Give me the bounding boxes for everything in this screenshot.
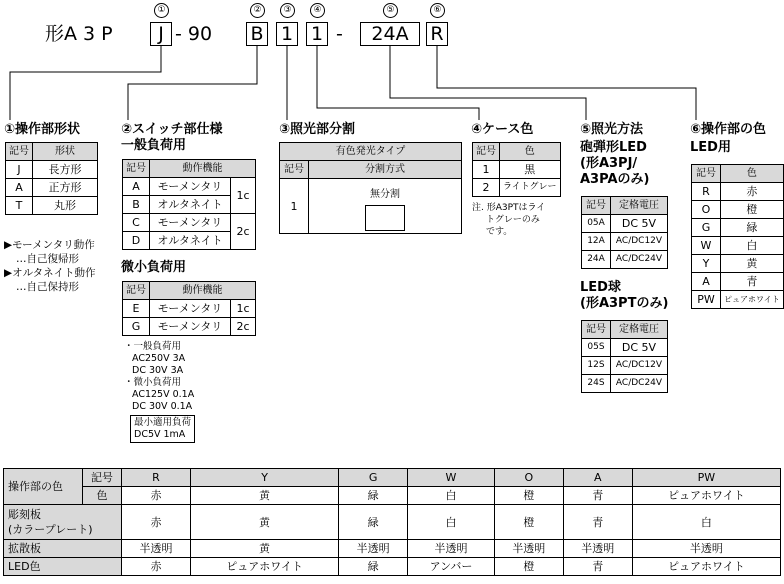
color-combination-table — [3, 468, 781, 576]
cell: 黄 — [190, 505, 338, 540]
cell: 長方形 — [33, 161, 98, 179]
row-subheader: 色 — [83, 487, 122, 505]
table-row — [6, 197, 98, 215]
table-row — [692, 183, 784, 201]
note-line: 注. 形A3PTはライ — [472, 203, 546, 213]
model-box-5: 24A — [360, 22, 420, 46]
cell: 赤 — [122, 487, 191, 505]
header-cell: 動作機能 — [150, 160, 256, 178]
sec1-notes — [4, 238, 95, 294]
table-row — [123, 214, 256, 232]
header-cell: 色 — [500, 143, 561, 161]
sec6-sub: LED用 — [690, 140, 731, 155]
table-row — [692, 219, 784, 237]
sec5-sub2 — [580, 280, 668, 312]
sec4-table — [472, 142, 561, 197]
cell: O — [692, 201, 721, 219]
cell: A — [692, 273, 721, 291]
cell: 12A — [582, 233, 611, 251]
cell: G — [123, 318, 150, 336]
sec5-table-1 — [581, 196, 668, 269]
cell: 半透明 — [632, 540, 780, 558]
cell: モーメンタリ — [150, 300, 231, 318]
row-header: LED色 — [4, 558, 122, 576]
header-cell: 分割方式 — [309, 161, 462, 179]
note-line: ▶オルタネイト動作 — [4, 267, 96, 279]
cell: 半透明 — [408, 540, 495, 558]
table-row — [692, 255, 784, 273]
cell: 2 — [473, 179, 500, 197]
sub-line: (形A3PTのみ) — [580, 296, 669, 311]
model-box-3: 1 — [276, 22, 298, 46]
sub-line: 砲弾形LED — [580, 140, 647, 155]
table-row — [4, 469, 781, 487]
sec3-title: ③照光部分割 — [279, 122, 356, 137]
table-row — [582, 215, 668, 233]
cell: PW — [692, 291, 721, 309]
cell: アンバー — [408, 558, 495, 576]
table-row — [123, 178, 256, 196]
division-label: 無分割 — [370, 189, 400, 200]
table-row — [4, 487, 781, 505]
table-row — [582, 339, 668, 357]
cell: オルタネイト — [150, 232, 231, 250]
cell: 緑 — [721, 219, 784, 237]
header-cell: 記号 — [123, 160, 150, 178]
table-row — [280, 179, 462, 234]
model-box-6: R — [426, 22, 448, 46]
note-line: …自己保持形 — [16, 281, 79, 293]
cell: 12S — [582, 357, 611, 375]
cell: ピュアホワイト — [632, 487, 780, 505]
cell: 1 — [280, 179, 309, 234]
table-row — [582, 251, 668, 269]
cell: 緑 — [339, 505, 408, 540]
sec1-table — [5, 142, 98, 215]
sec2-table — [122, 159, 256, 250]
cell: 青 — [721, 273, 784, 291]
note-line: トグレーのみ — [486, 215, 540, 225]
cell: R — [122, 469, 191, 487]
cell: 半透明 — [122, 540, 191, 558]
cell: A — [123, 178, 150, 196]
cell: W — [408, 469, 495, 487]
cell: 青 — [563, 558, 632, 576]
header-cell: 記号 — [582, 321, 611, 339]
note-line: です。 — [486, 227, 513, 237]
cell: A — [6, 179, 33, 197]
sec6-table — [691, 164, 784, 309]
cell: G — [692, 219, 721, 237]
cell: 2c — [231, 318, 256, 336]
table-row — [473, 179, 561, 197]
sec2-table-2 — [122, 281, 256, 336]
cell: 青 — [563, 487, 632, 505]
sub-line: A3PAのみ) — [580, 172, 650, 187]
cell: ピュアホワイト — [632, 558, 780, 576]
cell: T — [6, 197, 33, 215]
cell: 半透明 — [339, 540, 408, 558]
cell: 1c — [231, 178, 256, 214]
cell: AC/DC24V — [611, 375, 668, 393]
cell: J — [6, 161, 33, 179]
model-prefix: 形A 3 P — [45, 23, 113, 45]
sec3-table — [279, 142, 462, 234]
cell: E — [123, 300, 150, 318]
note-line: AC125V 0.1A — [132, 389, 195, 400]
cell: D — [123, 232, 150, 250]
sec5-title: ⑤照光方法 — [580, 122, 644, 137]
cell: DC 5V — [611, 215, 668, 233]
division-shape — [365, 205, 405, 231]
cell: B — [123, 196, 150, 214]
cell: 丸形 — [33, 197, 98, 215]
table-row — [123, 318, 256, 336]
sec4-note — [472, 202, 545, 238]
model-box-4: 1 — [306, 22, 328, 46]
row-header-line: 彫刻板 — [8, 508, 41, 521]
cell: AC/DC12V — [611, 233, 668, 251]
cell: 1c — [231, 300, 256, 318]
note-line: ▶モーメンタリ動作 — [4, 239, 95, 251]
cell: G — [339, 469, 408, 487]
cell: 橙 — [494, 487, 563, 505]
cell: 05S — [582, 339, 611, 357]
cell: 赤 — [721, 183, 784, 201]
sub-line: (形A3PJ/ — [580, 156, 638, 171]
cell: W — [692, 237, 721, 255]
cell: Y — [692, 255, 721, 273]
cell: 白 — [408, 505, 495, 540]
cell: 半透明 — [494, 540, 563, 558]
cell: 黒 — [500, 161, 561, 179]
cell: モーメンタリ — [150, 214, 231, 232]
cell: R — [692, 183, 721, 201]
table-row — [6, 179, 98, 197]
table-row — [4, 540, 781, 558]
row-header: 拡散板 — [4, 540, 122, 558]
cell: 橙 — [721, 201, 784, 219]
table-row — [473, 161, 561, 179]
cell: 緑 — [339, 487, 408, 505]
model-mid-1: - 90 — [175, 23, 213, 45]
marker-2: ② — [250, 3, 265, 18]
sec2-notes — [124, 341, 194, 413]
sec1-h-shape: 形状 — [33, 143, 98, 161]
row-subheader: 記号 — [83, 469, 122, 487]
cell: 赤 — [122, 558, 191, 576]
cell: AC/DC12V — [611, 357, 668, 375]
sec1-h-code: 記号 — [6, 143, 33, 161]
header-cell: 記号 — [582, 197, 611, 215]
cell: 橙 — [494, 505, 563, 540]
sec5-table-2 — [581, 320, 668, 393]
cell: 黄 — [190, 540, 338, 558]
model-box-1: J — [150, 22, 172, 46]
cell: 1 — [473, 161, 500, 179]
note-line: ・一般負荷用 — [124, 341, 182, 352]
cell — [309, 179, 462, 234]
cell: AC/DC24V — [611, 251, 668, 269]
cell: 白 — [408, 487, 495, 505]
header-cell: 色 — [721, 165, 784, 183]
cell: 24A — [582, 251, 611, 269]
header-cell: 記号 — [280, 161, 309, 179]
cell: ピュアホワイト — [190, 558, 338, 576]
cell: 青 — [563, 505, 632, 540]
cell: 24S — [582, 375, 611, 393]
cell: オルタネイト — [150, 196, 231, 214]
table-row — [692, 201, 784, 219]
cell: 赤 — [122, 505, 191, 540]
header-cell: 記号 — [692, 165, 721, 183]
cell: 橙 — [494, 558, 563, 576]
row-header — [4, 505, 122, 540]
sec1-title: ①操作部形状 — [4, 122, 81, 137]
cell: PW — [632, 469, 780, 487]
table-row — [6, 161, 98, 179]
note-line: …自己復帰形 — [16, 253, 79, 265]
cell: 半透明 — [563, 540, 632, 558]
marker-6: ⑥ — [430, 3, 445, 18]
sec2-title: ②スイッチ部仕様 — [121, 122, 223, 137]
cell: 黄 — [721, 255, 784, 273]
marker-5: ⑤ — [383, 3, 398, 18]
cell: 黄 — [190, 487, 338, 505]
cell: 白 — [721, 237, 784, 255]
sec4-title: ④ケース色 — [471, 122, 534, 137]
cell: A — [563, 469, 632, 487]
table-row — [692, 291, 784, 309]
cell: モーメンタリ — [150, 178, 231, 196]
row-header: 操作部の色 — [4, 469, 83, 505]
cell: 緑 — [339, 558, 408, 576]
marker-4: ④ — [310, 3, 325, 18]
model-mid-2: - — [336, 23, 343, 45]
sub-line: LED球 — [580, 280, 621, 295]
sec2-subtitle: 一般負荷用 — [121, 138, 187, 153]
cell: DC 5V — [611, 339, 668, 357]
table-row — [692, 273, 784, 291]
connector-lines — [0, 0, 784, 130]
cell: 白 — [632, 505, 780, 540]
cell: ライトグレー — [500, 179, 561, 197]
cell: モーメンタリ — [150, 318, 231, 336]
model-box-2: B — [246, 22, 268, 46]
table-row — [123, 300, 256, 318]
header-cell: 定格電圧 — [611, 197, 668, 215]
table-row — [582, 233, 668, 251]
sec2-subtitle-2: 微小負荷用 — [121, 260, 187, 275]
table-row — [4, 558, 781, 576]
note-line: DC 30V 0.1A — [132, 401, 193, 412]
table-row — [4, 505, 781, 540]
header-cell: 動作機能 — [150, 282, 256, 300]
sec5-sub1 — [580, 140, 649, 188]
table-row — [582, 375, 668, 393]
marker-1: ① — [154, 3, 169, 18]
cell: O — [494, 469, 563, 487]
row-header-line: (カラープレート) — [8, 523, 93, 536]
header-cell: 定格電圧 — [611, 321, 668, 339]
note-line: DC 30V 3A — [132, 365, 184, 376]
marker-3: ③ — [280, 3, 295, 18]
cell: ピュアホワイト — [721, 291, 784, 309]
table-row — [692, 237, 784, 255]
note-line: AC250V 3A — [132, 353, 186, 364]
header-cell: 記号 — [473, 143, 500, 161]
note-line: ・微小負荷用 — [124, 377, 182, 388]
note-line: 最小適用負荷 — [134, 417, 192, 428]
sec6-title: ⑥操作部の色 — [690, 122, 767, 137]
cell: 05A — [582, 215, 611, 233]
note-line: DC5V 1mA — [134, 429, 186, 440]
cell: 正方形 — [33, 179, 98, 197]
cell: C — [123, 214, 150, 232]
cell: Y — [190, 469, 338, 487]
header-cell: 有色発光タイプ — [280, 143, 462, 161]
header-cell: 記号 — [123, 282, 150, 300]
cell: 2c — [231, 214, 256, 250]
table-row — [582, 357, 668, 375]
sec2-min-load-box — [130, 415, 195, 443]
